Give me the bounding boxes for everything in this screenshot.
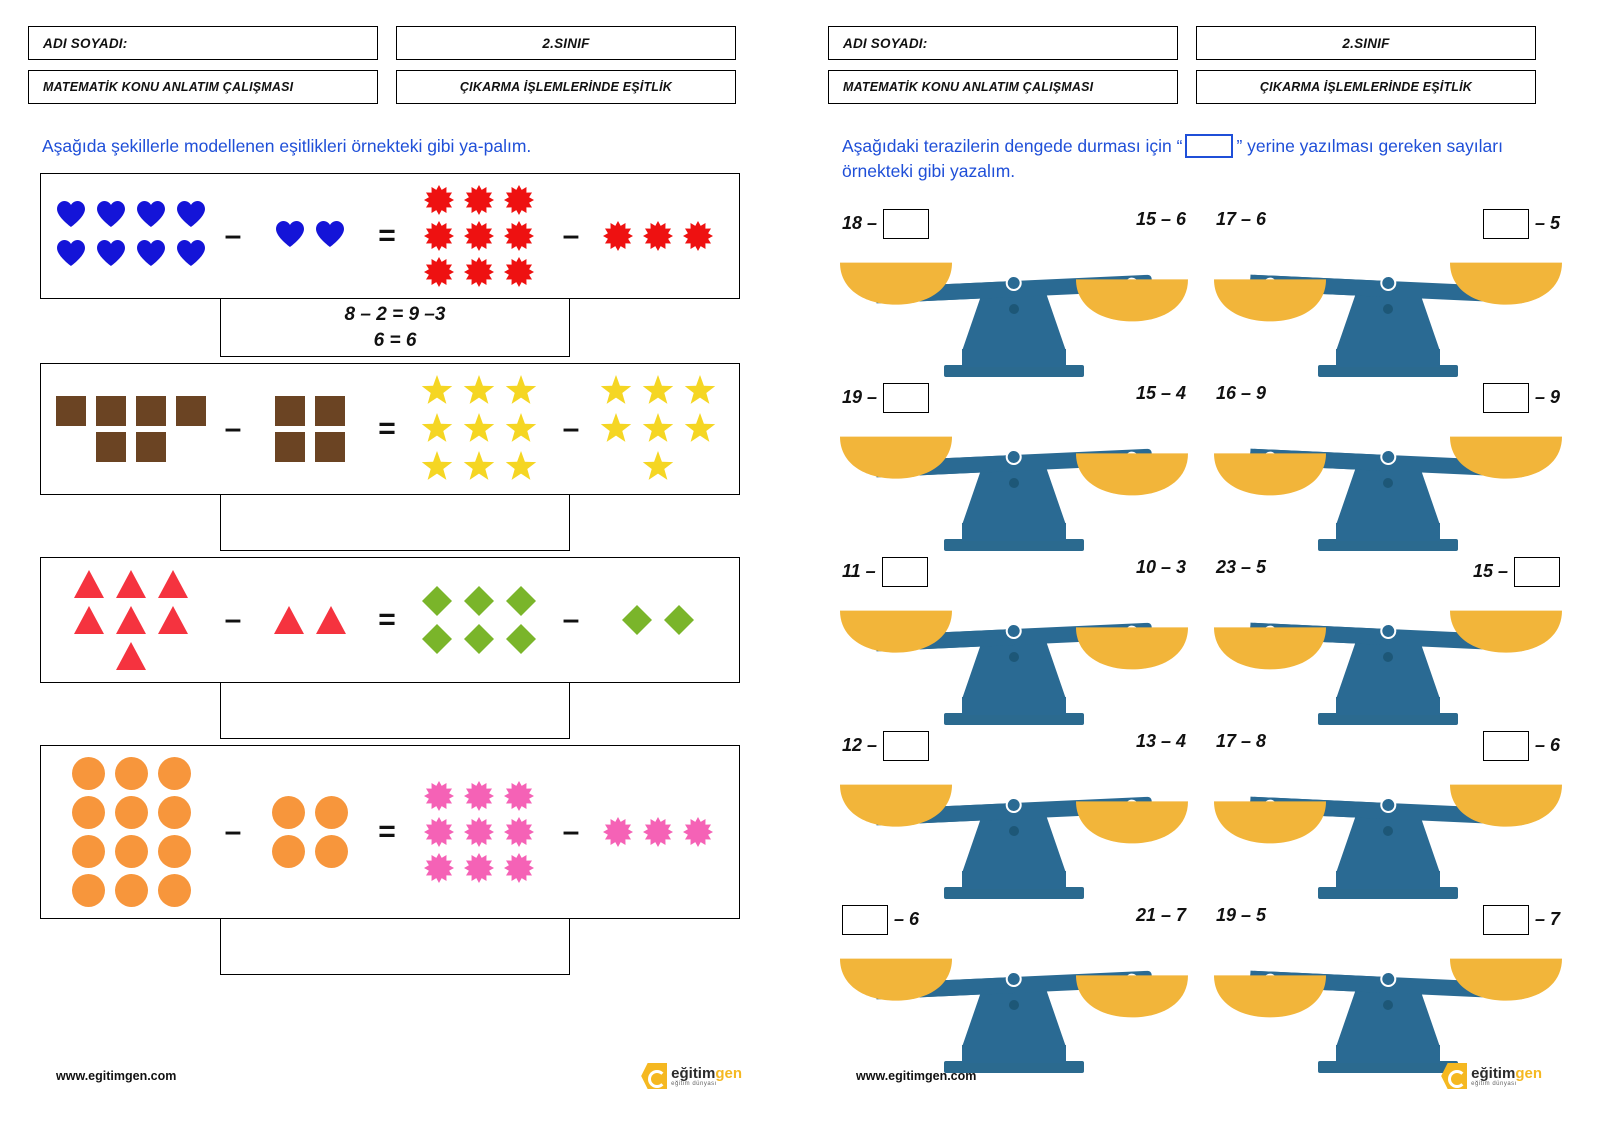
logo-sub-left: eğitim dünyası [671, 1080, 717, 1087]
heart-shape [176, 200, 206, 233]
scale-right-expression [1136, 731, 1186, 752]
logo-sub-right: eğitim dünyası [1471, 1080, 1517, 1087]
right-instruction [842, 134, 1542, 185]
answer-box[interactable] [220, 495, 570, 551]
triangle-shape [157, 569, 189, 599]
answer-box[interactable] [220, 919, 570, 975]
minus-operator: – [224, 219, 242, 253]
burst-shape [603, 817, 633, 847]
scale-left-text: 19 – 5 [1216, 904, 1267, 925]
subject-field: MATEMATİK KONU ANLATIM ÇALIŞMASI [28, 70, 378, 104]
footer-right [828, 1063, 1572, 1089]
balance-scale-icon [1208, 231, 1568, 381]
scale-item [1208, 725, 1568, 897]
instruction-blank-icon [1185, 134, 1233, 158]
burst-shape [424, 781, 454, 811]
burst-shape [643, 221, 673, 251]
site-url-left: www.egitimgen.com [56, 1069, 177, 1083]
heart-shape [56, 200, 86, 233]
header-right-column [396, 26, 736, 104]
scale-left-text: 17 – 8 [1216, 730, 1267, 751]
star-shape [463, 413, 495, 445]
logo-text-left [671, 1066, 742, 1081]
burst-shape [603, 221, 633, 251]
balance-scale-icon [834, 927, 1194, 1077]
diamond-shape [621, 604, 653, 636]
triangle-shape [273, 605, 305, 635]
minus-operator: – [562, 603, 580, 637]
burst-shape [424, 221, 454, 251]
shape-group [593, 814, 723, 850]
shape-group [51, 197, 211, 275]
diamond-shape [463, 585, 495, 617]
burst-shape [643, 817, 673, 847]
heart-shape [136, 200, 166, 233]
minus-operator: – [562, 412, 580, 446]
triangle-shape [115, 569, 147, 599]
circle-shape [72, 796, 105, 829]
burst-shape [683, 221, 713, 251]
square-shape [56, 396, 86, 426]
triangle-shape [115, 605, 147, 635]
heart-shape [96, 200, 126, 233]
burst-shape [424, 257, 454, 287]
circle-shape [315, 796, 348, 829]
star-shape [642, 413, 674, 445]
logo-main-right: eğitim [1471, 1064, 1516, 1082]
scale-left-text: 18 – [842, 213, 878, 234]
star-shape [421, 451, 453, 483]
star-shape [421, 413, 453, 445]
left-instruction: Aşağıda şekillerle modellenen eşitlikleri örnekteki gibi ya-palım. [42, 136, 532, 156]
shape-group [409, 372, 549, 486]
heart-shape [315, 220, 345, 253]
site-url-right: www.egitimgen.com [856, 1069, 977, 1083]
shape-group [409, 778, 549, 886]
shape-group [593, 372, 723, 486]
logo-accent-right: gen [1515, 1064, 1542, 1082]
header-left-column [28, 26, 378, 104]
model-row [40, 557, 740, 683]
shape-group [51, 754, 211, 910]
burst-shape [464, 257, 494, 287]
burst-shape [504, 221, 534, 251]
balance-scale-icon [834, 405, 1194, 555]
circle-shape [72, 874, 105, 907]
subject-field-2: MATEMATİK KONU ANLATIM ÇALIŞMASI [828, 70, 1178, 104]
scale-item [1208, 899, 1568, 1071]
scale-right-expression [1136, 557, 1186, 578]
equals-operator: = [378, 603, 396, 637]
answer-line-1: 8 – 2 = 9 –3 [344, 304, 446, 326]
heart-shape [56, 239, 86, 272]
scale-left-text: 11 – [842, 561, 876, 582]
balance-scale-icon [1208, 405, 1568, 555]
model-block [40, 557, 772, 739]
scale-item [834, 377, 1194, 549]
star-shape [505, 451, 537, 483]
heart-shape [176, 239, 206, 272]
star-shape [463, 451, 495, 483]
grade-field-2: 2.SINIF [1196, 26, 1536, 60]
answer-box[interactable] [220, 683, 570, 739]
burst-shape [504, 185, 534, 215]
circle-shape [115, 835, 148, 868]
scale-right-text: 15 – [1472, 561, 1508, 582]
header-right [828, 26, 1572, 104]
circle-shape [72, 835, 105, 868]
triangle-shape [73, 605, 105, 635]
scale-right-text: 15 – 4 [1135, 382, 1186, 403]
equals-operator: = [378, 412, 396, 446]
topic-field-2: ÇIKARMA İŞLEMLERİNDE EŞİTLİK [1196, 70, 1536, 104]
scale-left-text: – 6 [894, 909, 920, 930]
shape-group [255, 602, 365, 638]
scale-left-text: 23 – 5 [1216, 556, 1267, 577]
square-shape [96, 396, 126, 426]
scales-container [834, 203, 1572, 1071]
balance-scale-icon [834, 231, 1194, 381]
shape-group [51, 566, 211, 674]
star-shape [463, 375, 495, 407]
triangle-shape [315, 605, 347, 635]
heart-shape [136, 239, 166, 272]
circle-shape [115, 796, 148, 829]
circle-shape [158, 757, 191, 790]
star-shape [505, 375, 537, 407]
scale-item [834, 899, 1194, 1071]
model-row [40, 745, 740, 919]
shape-group [593, 218, 723, 254]
burst-shape [464, 185, 494, 215]
shape-group [255, 393, 365, 465]
model-block [40, 173, 772, 357]
minus-operator: – [562, 815, 580, 849]
scale-item [834, 725, 1194, 897]
minus-operator: – [224, 412, 242, 446]
circle-shape [158, 835, 191, 868]
star-shape [642, 375, 674, 407]
shape-group [255, 217, 365, 256]
scale-left-expression [1216, 557, 1266, 578]
scale-left-expression [1216, 905, 1266, 926]
model-rows-container [28, 173, 772, 975]
logo-icon-2 [1441, 1063, 1467, 1089]
burst-shape [464, 781, 494, 811]
circle-shape [115, 757, 148, 790]
scale-right-text: – 6 [1534, 735, 1560, 756]
burst-shape [504, 781, 534, 811]
scale-item [834, 203, 1194, 375]
triangle-shape [157, 605, 189, 635]
heart-shape [96, 239, 126, 272]
shape-group [593, 601, 723, 639]
header-left [28, 26, 772, 104]
scale-right-text: 10 – 3 [1135, 556, 1186, 577]
equals-operator: = [378, 815, 396, 849]
header-left-column-2 [828, 26, 1178, 104]
scale-left-text: 19 – [842, 387, 878, 408]
right-instruction-part2: ” yerine yazılması gereken sayıları örnekteki gibi yazalım. [842, 136, 1503, 182]
square-shape [96, 432, 126, 462]
scale-right-text: – 5 [1534, 213, 1560, 234]
scale-right-text: – 7 [1534, 909, 1560, 930]
logo-accent-left: gen [715, 1064, 742, 1082]
logo-left [641, 1063, 742, 1089]
scale-left-text: 16 – 9 [1216, 382, 1267, 403]
square-shape [275, 432, 305, 462]
grade-field: 2.SINIF [396, 26, 736, 60]
square-shape [136, 396, 166, 426]
diamond-shape [463, 623, 495, 655]
scale-item [1208, 551, 1568, 723]
burst-shape [464, 817, 494, 847]
name-field[interactable]: ADI SOYADI: [28, 26, 378, 60]
scale-left-expression [1216, 383, 1266, 404]
scale-right-expression [1136, 905, 1186, 926]
star-shape [600, 375, 632, 407]
heart-shape [275, 220, 305, 253]
model-row [40, 363, 740, 495]
circle-shape [272, 835, 305, 868]
shape-group [51, 393, 211, 465]
balance-scale-icon [1208, 753, 1568, 903]
burst-shape [424, 853, 454, 883]
model-block [40, 745, 772, 975]
circle-shape [272, 796, 305, 829]
logo-main-left: eğitim [671, 1064, 716, 1082]
balance-scale-icon [834, 753, 1194, 903]
scale-right-text: – 9 [1534, 387, 1560, 408]
scale-left-text: 17 – 6 [1216, 208, 1267, 229]
header-right-column-2 [1196, 26, 1536, 104]
minus-operator: – [562, 219, 580, 253]
burst-shape [464, 221, 494, 251]
logo-right [1441, 1063, 1542, 1089]
diamond-shape [505, 585, 537, 617]
circle-shape [72, 757, 105, 790]
right-sheet [800, 0, 1600, 1131]
square-shape [176, 396, 206, 426]
circle-shape [315, 835, 348, 868]
shape-group [409, 182, 549, 290]
diamond-shape [663, 604, 695, 636]
balance-scale-icon [1208, 579, 1568, 729]
footer-left [28, 1063, 772, 1089]
model-block [40, 363, 772, 551]
circle-shape [158, 796, 191, 829]
balance-scale-icon [834, 579, 1194, 729]
triangle-shape [73, 569, 105, 599]
star-shape [642, 451, 674, 483]
burst-shape [464, 853, 494, 883]
diamond-shape [421, 623, 453, 655]
name-field-2[interactable]: ADI SOYADI: [828, 26, 1178, 60]
burst-shape [504, 853, 534, 883]
shape-group [255, 793, 365, 871]
square-shape [275, 396, 305, 426]
star-shape [421, 375, 453, 407]
scale-left-expression [1216, 209, 1266, 230]
topic-field: ÇIKARMA İŞLEMLERİNDE EŞİTLİK [396, 70, 736, 104]
triangle-shape [115, 641, 147, 671]
model-row [40, 173, 740, 299]
scale-item [834, 551, 1194, 723]
square-shape [136, 432, 166, 462]
star-shape [684, 413, 716, 445]
balance-scale-icon [1208, 927, 1568, 1077]
burst-shape [683, 817, 713, 847]
scale-right-expression [1136, 209, 1186, 230]
diamond-shape [505, 623, 537, 655]
minus-operator: – [224, 603, 242, 637]
star-shape [684, 375, 716, 407]
scale-left-text: 12 – [842, 735, 878, 756]
scale-right-text: 21 – 7 [1135, 904, 1186, 925]
minus-operator: – [224, 815, 242, 849]
answer-line-2: 6 = 6 [373, 329, 417, 351]
diamond-shape [421, 585, 453, 617]
scale-item [1208, 377, 1568, 549]
scale-right-expression [1136, 383, 1186, 404]
logo-text-right [1471, 1066, 1542, 1081]
star-shape [600, 413, 632, 445]
star-shape [505, 413, 537, 445]
square-shape [315, 432, 345, 462]
scale-right-text: 15 – 6 [1135, 208, 1186, 229]
burst-shape [504, 817, 534, 847]
shape-group [409, 582, 549, 658]
burst-shape [424, 185, 454, 215]
square-shape [315, 396, 345, 426]
burst-shape [424, 817, 454, 847]
scale-right-text: 13 – 4 [1135, 730, 1186, 751]
scale-left-expression [1216, 731, 1266, 752]
equals-operator: = [378, 219, 396, 253]
right-instruction-part1: Aşağıdaki terazilerin dengede durması için “ [842, 136, 1183, 156]
answer-box[interactable] [220, 299, 570, 357]
scale-item [1208, 203, 1568, 375]
burst-shape [504, 257, 534, 287]
logo-icon [641, 1063, 667, 1089]
circle-shape [158, 874, 191, 907]
circle-shape [115, 874, 148, 907]
